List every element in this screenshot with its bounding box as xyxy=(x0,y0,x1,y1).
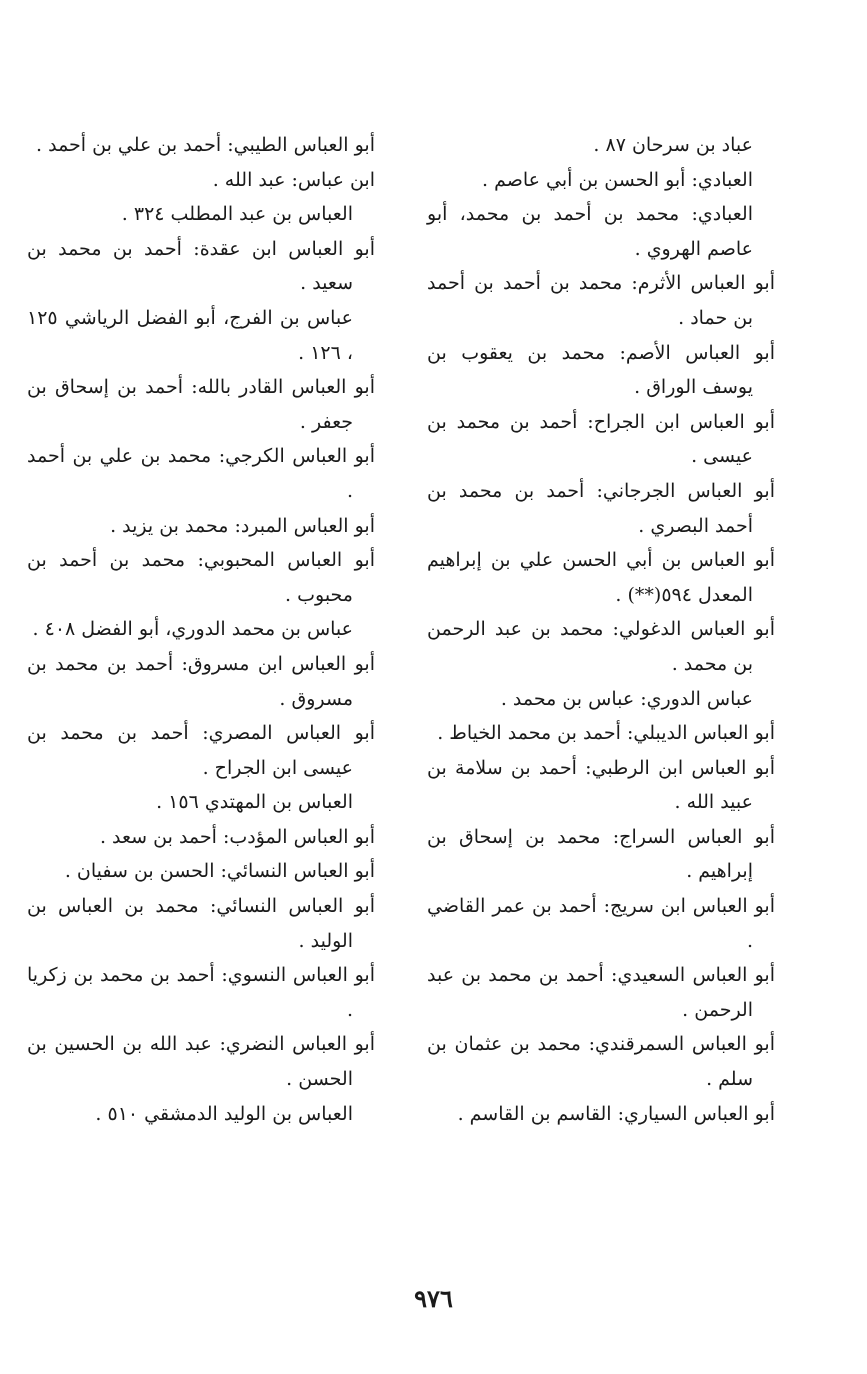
index-entry: عباس بن محمد الدوري، أبو الفضل ٤٠٨ . xyxy=(32,618,353,641)
index-entry: أبو العباس الطيبي: أحمد بن علي بن أحمد . xyxy=(36,134,375,156)
index-entry: أبو العباس الكرجي: محمد بن علي بن أحمد . xyxy=(27,445,375,502)
index-entry: أبو العباس النسائي: محمد بن العباس بن الوليد . xyxy=(27,895,375,952)
index-entry: أبو العباس السراج: محمد بن إسحاق بن إبراهيم . xyxy=(427,825,775,883)
index-entry: أبو العباس المبرد: محمد بن يزيد . xyxy=(110,514,375,537)
index-entry: أبو العباس ابن مسروق: أحمد بن محمد بن مسروق . xyxy=(27,652,375,710)
right-column xyxy=(427,128,775,1131)
index-entry: أبو العباس ابن سريج: أحمد بن عمر القاضي . xyxy=(427,895,775,952)
index-entry: أبو العباس ابن عقدة: أحمد بن محمد بن سعيد . xyxy=(27,237,375,295)
index-entry: عباس الدوري: عباس بن محمد . xyxy=(500,687,753,710)
index-entry: أبو العباس الأثرم: محمد بن أحمد بن أحمد بن حماد . xyxy=(427,272,775,329)
index-entry: أبو العباس النسائي: الحسن بن سفيان . xyxy=(64,860,375,883)
index-entry: ابن عباس: عبد الله . xyxy=(212,168,375,191)
index-entry: أبو العباس ابن الجراح: أحمد بن محمد بن عيسى . xyxy=(427,410,775,468)
index-entry: أبو العباس السعيدي: أحمد بن محمد بن عبد الرحمن . xyxy=(427,964,775,1021)
index-entry: أبو العباس السمرقندي: محمد بن عثمان بن سلم . xyxy=(427,1033,775,1091)
index-entry: أبو العباس المؤدب: أحمد بن سعد . xyxy=(99,825,375,848)
index-entry: أبو العباس النضري: عبد الله بن الحسين بن الحسن . xyxy=(27,1033,375,1091)
index-entry: العباس بن المهتدي ١٥٦ . xyxy=(156,791,353,814)
index-entry: أبو العباس الدغولي: محمد بن عبد الرحمن بن محمد . xyxy=(427,618,775,675)
index-entry: أبو العباس الأصم: محمد بن يعقوب بن يوسف الوراق . xyxy=(427,341,775,399)
index-entry: أبو العباس المحبوبي: محمد بن أحمد بن محبوب . xyxy=(27,549,375,606)
index-entry: أبو العباس النسوي: أحمد بن محمد بن زكريا . xyxy=(27,964,375,1021)
index-entry: أبو العباس الجرجاني: أحمد بن محمد بن أحمد البصري . xyxy=(427,479,775,537)
index-entry: أبو العباس القادر بالله: أحمد بن إسحاق بن جعفر . xyxy=(27,376,375,433)
index-entry: عباس بن الفرج، أبو الفضل الرياشي ١٢٥ ، ١٢٦ . xyxy=(27,306,353,364)
index-entry: أبو العباس الديبلي: أحمد بن محمد الخياط . xyxy=(437,722,775,745)
index-entry: أبو العباس بن أبي الحسن علي بن إبراهيم المعدل ٥٩٤(**) . xyxy=(427,549,775,606)
page-number: ٩٧٦ xyxy=(414,1284,453,1313)
left-column xyxy=(27,128,375,1131)
index-entry: أبو العباس المصري: أحمد بن محمد بن عيسى ابن الجراح . xyxy=(27,722,375,779)
index-entry: العبادي: أبو الحسن بن أبي عاصم . xyxy=(482,168,753,191)
index-entry: أبو العباس ابن الرطبي: أحمد بن سلامة بن عبيد الله . xyxy=(427,756,775,814)
index-entry: أبو العباس السياري: القاسم بن القاسم . xyxy=(457,1102,775,1125)
index-entry: العباس بن عبد المطلب ٣٢٤ . xyxy=(121,203,353,226)
index-entry: عباد بن سرحان ٨٧ . xyxy=(593,134,753,156)
index-entry: العباس بن الوليد الدمشقي ٥١٠ . xyxy=(95,1102,353,1125)
index-entry: العبادي: محمد بن أحمد بن محمد، أبو عاصم الهروي . xyxy=(427,203,753,260)
